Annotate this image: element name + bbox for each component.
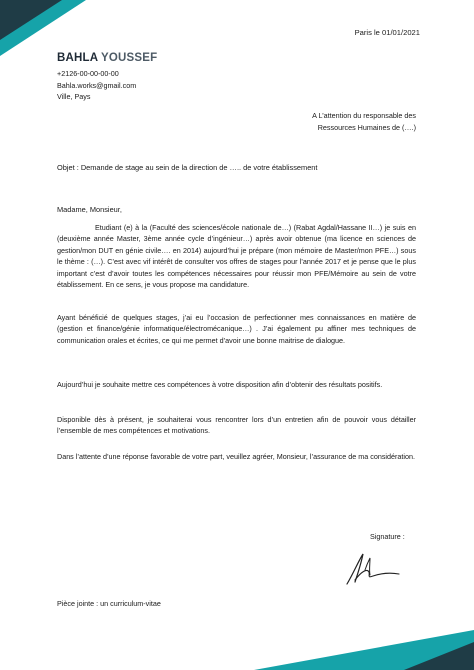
sender-city: Ville, Pays [57,92,91,101]
sender-phone: +2126-00-00-00-00 [57,69,119,78]
recipient-block [312,110,416,133]
letter-object: Objet : Demande de stage au sein de la direction de ….. de votre établissement [57,163,318,172]
sender-last-name: YOUSSEF [101,52,158,64]
sender-contact-block [57,68,136,103]
body-paragraph-5: Dans l’attente d’une réponse favorable de votre part, veuillez agréer, Monsieur, l’assurance de ma considération. [57,452,415,461]
sender-name [57,52,157,64]
body-paragraph-4: Disponible dès à présent, je souhaiterai vous rencontrer lors d’un entretien afin de pouvoir vous détailler l’ensemble de mes compétences et motivations. [57,415,416,436]
handwritten-signature [343,550,403,588]
body-paragraph-3: Aujourd’hui je souhaite mettre ces compétences à votre disposition afin d’obtenir des résultats positifs. [57,380,383,389]
letter-greeting: Madame, Monsieur, [57,205,122,214]
sender-first-name: BAHLA [57,52,98,64]
recipient-line-1: A L’attention du responsable des [312,111,416,120]
top-left-corner-decoration [0,0,90,60]
body-paragraph-2: Ayant bénéficié de quelques stages, j’ai eu l’occasion de perfectionner mes connaissances en matière de (gestion et finance/génie informatique/électromécanique…) . J’ai également pu affiner mes techniques de communication orales et écrites, ce qui me permet d’avoir une bonne maitrise de dialogue. [57,313,416,345]
letter-date: Paris le 01/01/2021 [354,28,420,37]
signature-label: Signature : [370,532,405,541]
bottom-right-corner-decoration [254,630,474,670]
sender-email: Bahla.works@gmail.com [57,80,137,90]
attachment-note: Pièce jointe : un curriculum-vitae [57,599,161,608]
body-paragraph-1: Etudiant (e) à la (Faculté des sciences/école nationale de…) (Rabat Agdal/Hassane II…) je suis en (deuxième année Master, 3ème année cycle d’ingénieur…) après avoir obtenue (ma licence en sciences de gestion/mon DUT en génie civile…. en 2014) aujourd’hui je prépare (mon mémoire de Master/mon PFE…) sous le thème : (…). C’est avec vif intérêt de consulter vos offres de stages pour l’année 2017 et je pense que le plus important c’est d’avoir toutes les compétences nécessaires pour réussir mon PFE/Mémoire au sein de votre établissement. En ce sens, je vous propose ma candidature. [57,223,416,290]
recipient-line-2: Ressources Humaines de (….) [317,122,416,132]
